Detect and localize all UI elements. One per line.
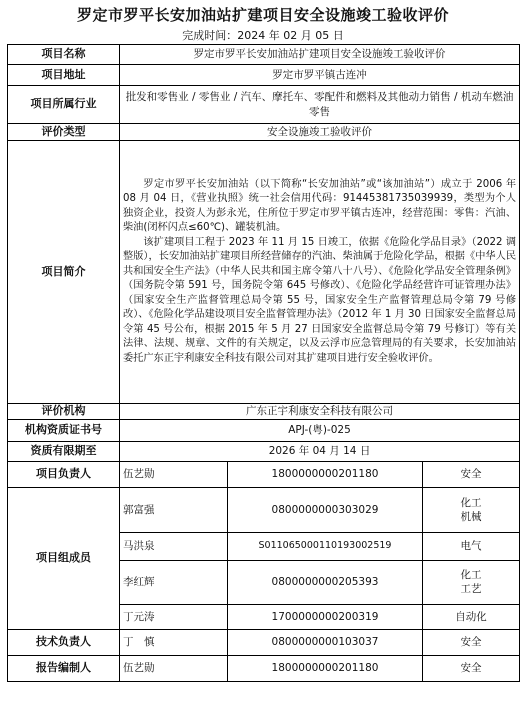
report-field: 安全 [423, 655, 520, 681]
industry-value: 批发和零售业 / 零售业 / 汽车、摩托车、零配件和燃料及其他动力销售 / 机动车燃油零售 [120, 86, 520, 124]
eval-type-value: 安全设施竣工验收评价 [120, 124, 520, 141]
member-cert: 1700000000200319 [228, 604, 423, 629]
summary-paragraph-2: 该扩建项目工程于 2023 年 11 月 15 日竣工，依据《危险化学品目录》（2022 调整版），长安加油站扩建项目所经营储存的汽油、柴油属于危险化学品，根据《中华人民共和国安全生产法》（中华人民共和国主席令第八十八号）、《危险化学品安全管理条例》（国务院令第 591 号，国务院令第 645 号修改）、《危险化学品经营许可证管理办法》（国家安全生产监督管理总局令第 55 号，国家安全生产监督管理总局令第 79 号修改）、《危险化学品建设项目安全监督管理办法》（2012 年 1 月 30 日国家安全监督总局令第 45 号公布，根据 2015 年 5 月 27 日国家安全监督总局令第 79 号修订）等有关法律、法规、规章、文件的有关规定，以及云浮市应急管理局的有关要求，长安加油站委托广东正宇利康安全科技有限公司对其扩建项目进行安全验收评价。 [123, 236, 517, 364]
document-title: 罗定市罗平长安加油站扩建项目安全设施竣工验收评价 [76, 6, 449, 24]
cert-no-label: 机构资质证书号 [8, 419, 120, 441]
tech-name: 丁 慎 [120, 629, 228, 655]
industry-label: 项目所属行业 [8, 86, 120, 124]
cert-no-value: APJ-(粤)-025 [120, 419, 520, 441]
member-name: 郭富强 [120, 487, 228, 532]
member-cert: 0800000000303029 [228, 487, 423, 532]
member-field: 电气 [423, 532, 520, 560]
leader-cert: 1800000000201180 [228, 461, 423, 487]
member-field: 化工 工艺 [423, 560, 520, 604]
completion-date: 完成时间：2024 年 02 月 05 日 [182, 29, 344, 42]
member-name: 马洪泉 [120, 532, 228, 560]
summary-label: 项目简介 [8, 141, 120, 404]
report-name: 伍艺勋 [120, 655, 228, 681]
summary-cell [120, 141, 520, 404]
project-name-label: 项目名称 [8, 45, 120, 65]
member-name: 李红辉 [120, 560, 228, 604]
eval-type-label: 评价类型 [8, 124, 120, 141]
tech-label: 技术负责人 [8, 629, 120, 655]
project-info-table [7, 44, 520, 682]
leader-name: 伍艺勋 [120, 461, 228, 487]
member-cert: S011065000110193002519 [228, 532, 423, 560]
leader-field: 安全 [423, 461, 520, 487]
project-name-value: 罗定市罗平长安加油站扩建项目安全设施竣工验收评价 [120, 45, 520, 65]
members-label: 项目组成员 [8, 487, 120, 629]
report-label: 报告编制人 [8, 655, 120, 681]
report-cert: 1800000000201180 [228, 655, 423, 681]
tech-field: 安全 [423, 629, 520, 655]
validity-label: 资质有限期至 [8, 441, 120, 461]
tech-cert: 0800000000103037 [228, 629, 423, 655]
member-field: 自动化 [423, 604, 520, 629]
member-field: 化工 机械 [423, 487, 520, 532]
validity-value: 2026 年 04 月 14 日 [120, 441, 520, 461]
agency-label: 评价机构 [8, 404, 120, 420]
project-address-label: 项目地址 [8, 65, 120, 86]
summary-paragraph-1: 罗定市罗平长安加油站（以下简称“长安加油站”或“该加油站”）成立于 2006 年 08 月 04 日，《营业执照》统一社会信用代码：91445381735039939，类型为个人独资企业，投资人为彭永光，住所位于罗定市罗平镇古连冲，经营范围：零售：汽油、柴油(闭杯闪点≤60℃)、罐装机油。 [123, 178, 517, 234]
project-address-value: 罗定市罗平镇古连冲 [120, 65, 520, 86]
member-cert: 0800000000205393 [228, 560, 423, 604]
leader-label: 项目负责人 [8, 461, 120, 487]
agency-value: 广东正宇利康安全科技有限公司 [120, 404, 520, 420]
member-name: 丁元涛 [120, 604, 228, 629]
